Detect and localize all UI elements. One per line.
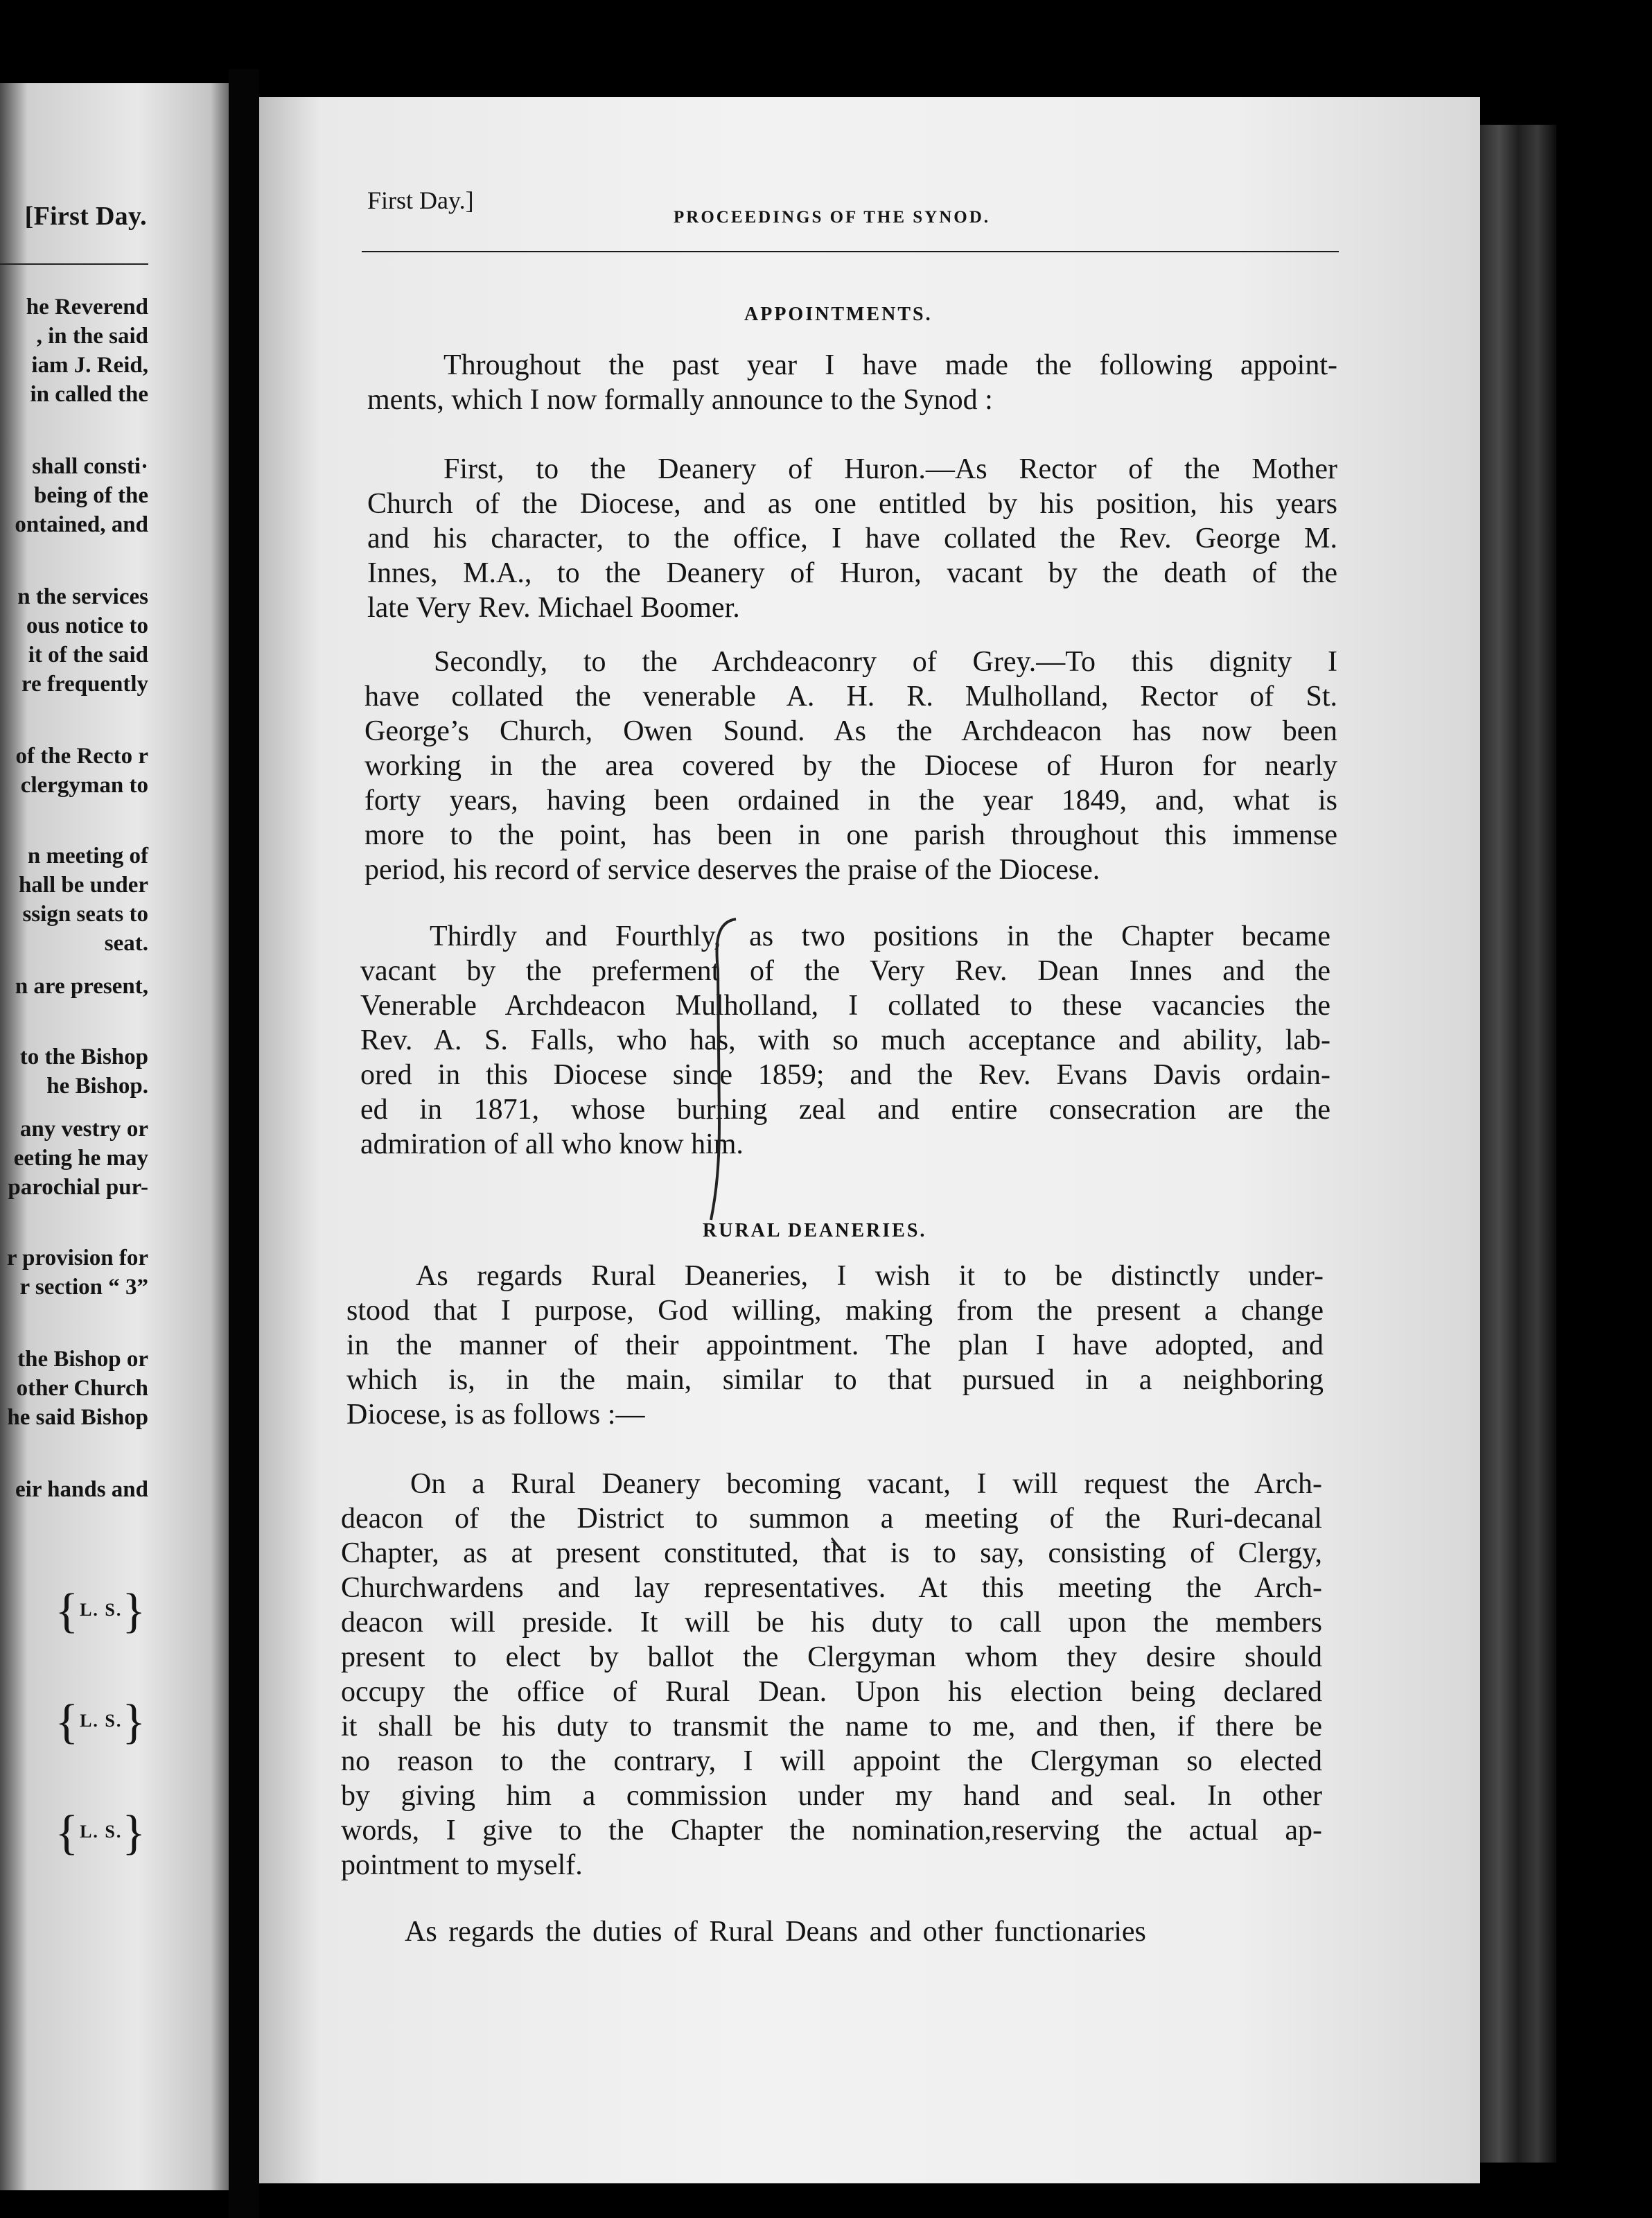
text-line: occupy the office of Rural Dean. Upon his election being declared — [341, 1676, 1322, 1708]
text-line: late Very Rev. Michael Boomer. — [367, 592, 740, 624]
text-line: ored in this Diocese since 1859; and the Rev. Evans Davis ordain- — [360, 1059, 1330, 1091]
text-line: have collated the venerable A. H. R. Mulholland, Rector of St. — [364, 681, 1337, 713]
seal-mark: {L. S.} — [55, 1695, 147, 1749]
left-page-line: being of the — [34, 483, 148, 508]
left-page-line: hall be under — [18, 873, 148, 898]
paragraph — [335, 1914, 1319, 1949]
left-page-line: , in the said — [36, 324, 148, 349]
left-page-rule — [0, 263, 148, 265]
text-line: stood that I purpose, God willing, making from the present a change — [346, 1295, 1324, 1327]
left-page-line: the Bishop or — [17, 1347, 148, 1372]
page-edges — [1480, 125, 1556, 2163]
text-line: On a Rural Deanery becoming vacant, I will request the Arch- — [410, 1468, 1322, 1500]
text-line: deacon will preside. It will be his duty to call upon the members — [341, 1607, 1322, 1639]
left-page-line: shall consti· — [32, 454, 148, 479]
left-page-line: to the Bishop — [19, 1045, 148, 1069]
left-page-line: re frequently — [21, 672, 148, 697]
text-line: Throughout the past year I have made the following appoint- — [443, 349, 1337, 381]
left-page-header: [First Day. — [24, 202, 147, 231]
text-line: As regards Rural Deaneries, I wish it to be distinctly under- — [416, 1260, 1324, 1292]
paragraph — [360, 919, 1330, 1162]
text-line: it shall be his duty to transmit the name to me, and then, if there be — [341, 1711, 1322, 1743]
text-line: no reason to the contrary, I will appoint the Clergyman so elected — [341, 1745, 1322, 1777]
left-page-line: he Bishop. — [46, 1074, 148, 1099]
text-line: in the manner of their appointment. The plan I have adopted, and — [346, 1329, 1324, 1361]
left-page-line: he Reverend — [26, 295, 148, 320]
text-line: which is, in the main, similar to that pursued in a neighboring — [346, 1364, 1324, 1396]
paragraph — [367, 348, 1337, 417]
text-line: As regards the duties of Rural Deans and other functionaries — [405, 1916, 1146, 1948]
right-page — [259, 97, 1480, 2183]
text-line: Innes, M.A., to the Deanery of Huron, vacant by the death of the — [367, 557, 1337, 589]
left-page-line: ontained, and — [15, 512, 148, 537]
seal-mark: {L. S.} — [55, 1584, 147, 1638]
text-line: period, his record of service deserves the praise of the Diocese. — [364, 854, 1100, 886]
book-gutter — [229, 69, 259, 2218]
text-line: present to elect by ballot the Clergyman whom they desire should — [341, 1641, 1322, 1673]
section-heading: RURAL DEANERIES. — [703, 1220, 927, 1241]
left-page-line: eir hands and — [15, 1477, 148, 1502]
seal-mark: {L. S.} — [55, 1806, 147, 1860]
left-page-line: ssign seats to — [22, 902, 148, 927]
text-line: forty years, having been ordained in the year 1849, and, what is — [364, 785, 1337, 817]
text-line: vacant by the preferment of the Very Rev. Dean Innes and the — [360, 955, 1330, 987]
text-line: ments, which I now formally announce to the Synod : — [367, 384, 993, 416]
left-page-line: other Church — [16, 1376, 148, 1401]
text-line: pointment to myself. — [341, 1849, 583, 1881]
text-line: and his character, to the office, I have collated the Rev. George M. — [367, 523, 1337, 554]
text-line: admiration of all who know him. — [360, 1128, 744, 1160]
left-page-line: n meeting of — [27, 844, 148, 868]
running-header-title: PROCEEDINGS OF THE SYNOD. — [674, 208, 991, 227]
paragraph — [346, 1259, 1324, 1432]
text-line: George’s Church, Owen Sound. As the Archdeacon has now been — [364, 715, 1337, 747]
left-page-line: in called the — [30, 382, 148, 407]
left-page-line: parochial pur- — [8, 1175, 148, 1200]
text-line: more to the point, has been in one parish throughout this immense — [364, 819, 1337, 851]
left-page-line: seat. — [104, 931, 148, 956]
left-page-line: iam J. Reid, — [31, 353, 148, 378]
paragraph — [367, 452, 1337, 625]
ink-speck — [827, 1535, 848, 1556]
running-header-left: First Day.] — [367, 186, 474, 214]
left-page-line: n the services — [17, 584, 148, 609]
section-heading: APPOINTMENTS. — [744, 304, 933, 325]
text-line: by giving him a commission under my hand and seal. In other — [341, 1780, 1322, 1812]
left-page-line: of the Recto r — [15, 744, 148, 769]
text-line: working in the area covered by the Diocese of Huron for nearly — [364, 750, 1337, 782]
text-line: deacon of the District to summon a meeting of the Ruri-decanal — [341, 1503, 1322, 1535]
left-page-line: ous notice to — [26, 613, 148, 638]
text-line: Churchwardens and lay representatives. At this meeting the Arch- — [341, 1572, 1322, 1604]
paragraph — [341, 1467, 1322, 1883]
text-line: Thirdly and Fourthly, as two positions in the Chapter became — [430, 920, 1330, 952]
text-line: Secondly, to the Archdeaconry of Grey.—To this dignity I — [434, 646, 1337, 678]
header-rule — [362, 251, 1339, 252]
text-line: Rev. A. S. Falls, who has, with so much acceptance and ability, lab- — [360, 1024, 1330, 1056]
pencil-mark — [703, 915, 751, 1227]
text-line: words, I give to the Chapter the nomination,reserving the actual ap- — [341, 1815, 1322, 1846]
left-page-line: he said Bishop — [7, 1405, 148, 1430]
text-line: Church of the Diocese, and as one entitled by his position, his years — [367, 488, 1337, 520]
left-page-line: r section “ 3” — [19, 1275, 148, 1300]
left-page — [0, 83, 229, 2190]
text-line: First, to the Deanery of Huron.—As Rector of the Mother — [443, 453, 1337, 485]
left-page-line: any vestry or — [19, 1117, 148, 1142]
left-page-line: it of the said — [28, 643, 148, 667]
paragraph — [364, 645, 1337, 887]
left-page-line: r provision for — [6, 1246, 148, 1270]
text-line: Chapter, as at present constituted, that is to say, consisting of Clergy, — [341, 1537, 1322, 1569]
left-page-line: clergyman to — [20, 773, 148, 798]
left-page-line: n are present, — [15, 974, 148, 999]
text-line: Diocese, is as follows :— — [346, 1399, 645, 1431]
text-line: ed in 1871, whose burning zeal and entire consecration are the — [360, 1094, 1330, 1126]
text-line: Venerable Archdeacon Mulholland, I collated to these vacancies the — [360, 990, 1330, 1022]
left-page-line: eeting he may — [13, 1146, 148, 1171]
